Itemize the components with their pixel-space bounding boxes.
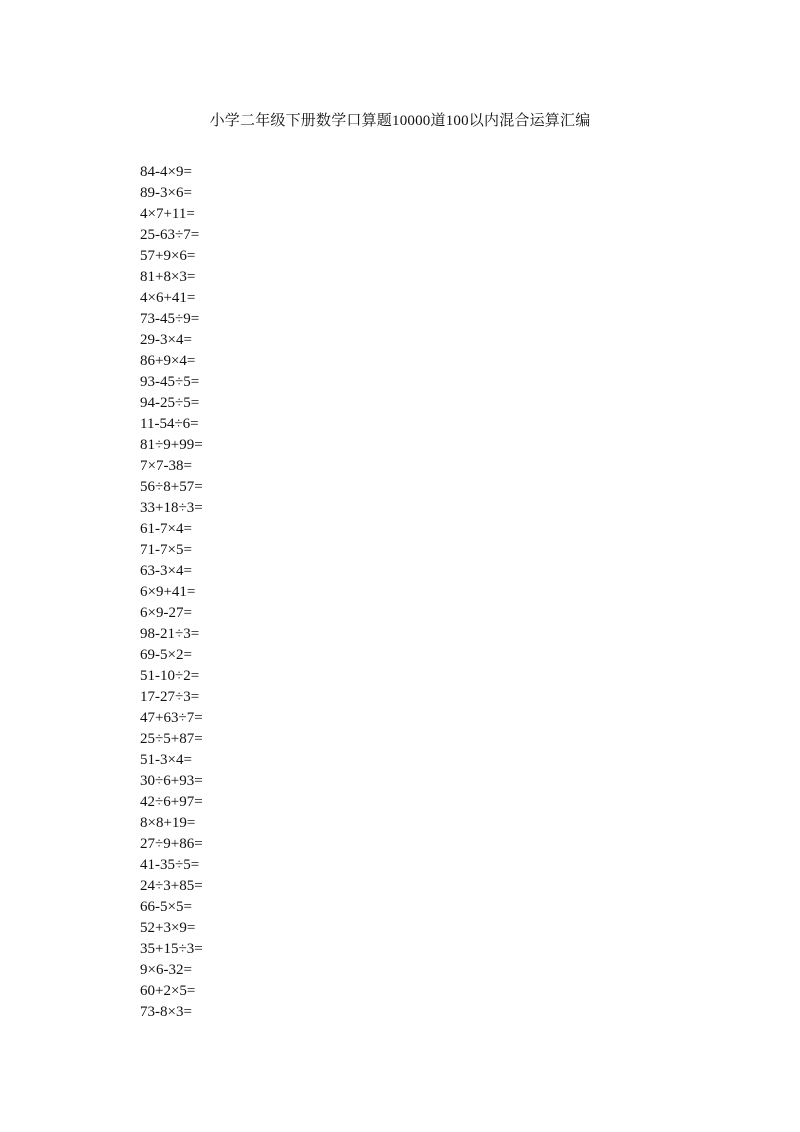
problem-item: 51-10÷2= xyxy=(140,668,200,684)
problem-item: 9×6-32= xyxy=(140,962,192,978)
problem-item: 84-4×9= xyxy=(140,164,192,180)
problem-item: 86+9×4= xyxy=(140,353,196,369)
problem-item: 73-45÷9= xyxy=(140,311,200,327)
problem-item: 30÷6+93= xyxy=(140,773,203,789)
problem-item: 33+18÷3= xyxy=(140,500,203,516)
problem-item: 41-35÷5= xyxy=(140,857,200,873)
problem-item: 61-7×4= xyxy=(140,521,192,537)
problem-item: 51-3×4= xyxy=(140,752,192,768)
problem-item: 25÷5+87= xyxy=(140,731,203,747)
problem-item: 6×9+41= xyxy=(140,584,196,600)
problem-list xyxy=(140,162,203,1023)
problem-item: 94-25÷5= xyxy=(140,395,200,411)
problem-item: 25-63÷7= xyxy=(140,227,200,243)
problem-item: 66-5×5= xyxy=(140,899,192,915)
document-title: 小学二年级下册数学口算题10000道100以内混合运算汇编 xyxy=(209,113,591,129)
problem-item: 52+3×9= xyxy=(140,920,196,936)
problem-item: 17-27÷3= xyxy=(140,689,200,705)
problem-item: 4×6+41= xyxy=(140,290,196,306)
problem-item: 93-45÷5= xyxy=(140,374,200,390)
problem-item: 27÷9+86= xyxy=(140,836,203,852)
problem-item: 98-21÷3= xyxy=(140,626,200,642)
problem-item: 47+63÷7= xyxy=(140,710,203,726)
problem-item: 8×8+19= xyxy=(140,815,196,831)
problem-item: 35+15÷3= xyxy=(140,941,203,957)
problem-item: 24÷3+85= xyxy=(140,878,203,894)
problem-item: 81+8×3= xyxy=(140,269,196,285)
problem-item: 81÷9+99= xyxy=(140,437,203,453)
problem-item: 42÷6+97= xyxy=(140,794,203,810)
problem-item: 56÷8+57= xyxy=(140,479,203,495)
problem-item: 29-3×4= xyxy=(140,332,192,348)
problem-item: 7×7-38= xyxy=(140,458,192,474)
problem-item: 63-3×4= xyxy=(140,563,192,579)
problem-item: 73-8×3= xyxy=(140,1004,192,1020)
problem-item: 57+9×6= xyxy=(140,248,196,264)
problem-item: 6×9-27= xyxy=(140,605,192,621)
problem-item: 89-3×6= xyxy=(140,185,192,201)
problem-item: 60+2×5= xyxy=(140,983,196,999)
problem-item: 4×7+11= xyxy=(140,206,195,222)
problem-item: 11-54÷6= xyxy=(140,416,199,432)
problem-item: 71-7×5= xyxy=(140,542,192,558)
problem-item: 69-5×2= xyxy=(140,647,192,663)
